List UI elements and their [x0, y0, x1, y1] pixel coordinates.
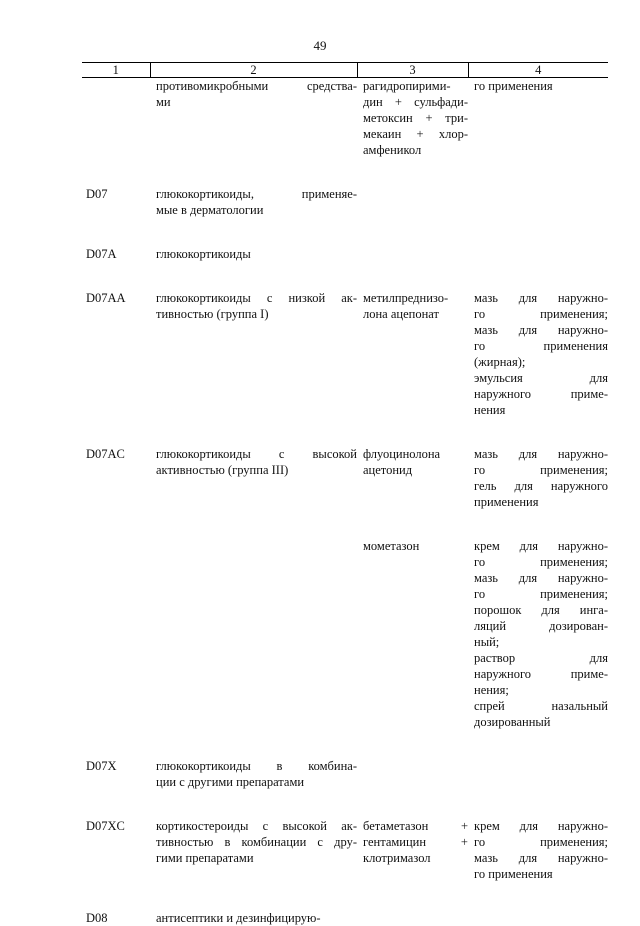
name-line: глюкокортикоиды с высокой: [156, 446, 357, 462]
drug-line: рагидропирими-: [363, 78, 468, 94]
cell-form: [468, 186, 608, 218]
cell-drug: [357, 290, 468, 418]
row-spacer: [82, 158, 608, 186]
form-line: мазь для наружно-: [474, 570, 608, 586]
row-spacer-cell: [82, 790, 608, 818]
form-line: порошок для инга-: [474, 602, 608, 618]
drug-line: ацетонид: [363, 462, 468, 478]
cell-code: D07AC: [82, 446, 150, 510]
cell-drug: [357, 538, 468, 730]
name-line: глюкокортикоиды в комбина-: [156, 758, 357, 774]
cell-form: [468, 78, 608, 159]
name-line: гими препаратами: [156, 850, 357, 866]
form-line: мазь для наружно-: [474, 446, 608, 462]
table-row: [82, 78, 608, 159]
table-row: [82, 246, 608, 262]
form-line: го применения;: [474, 834, 608, 850]
cell-code: [82, 538, 150, 730]
cell-name: [150, 910, 357, 926]
form-line: го применения;: [474, 554, 608, 570]
cell-name: [150, 446, 357, 510]
column-header-2: 2: [150, 63, 357, 78]
table-row: [82, 910, 608, 926]
form-line: го применения;: [474, 462, 608, 478]
name-line: противомикробными средства-: [156, 78, 357, 94]
form-line: крем для наружно-: [474, 818, 608, 834]
cell-code: D07X: [82, 758, 150, 790]
name-line: антисептики и дезинфицирую-: [156, 910, 357, 926]
drug-line: лона ацепонат: [363, 306, 468, 322]
cell-name: [150, 818, 357, 882]
form-line: раствор для: [474, 650, 608, 666]
row-spacer: [82, 790, 608, 818]
cell-form: [468, 246, 608, 262]
form-line: мазь для наружно-: [474, 850, 608, 866]
form-line: го применения;: [474, 306, 608, 322]
cell-drug: [357, 758, 468, 790]
row-spacer-cell: [82, 510, 608, 538]
form-line: нения;: [474, 682, 608, 698]
row-spacer-cell: [82, 158, 608, 186]
form-line: эмульсия для: [474, 370, 608, 386]
row-spacer-cell: [82, 418, 608, 446]
row-spacer: [82, 510, 608, 538]
drug-line: мометазон: [363, 538, 468, 554]
row-spacer-cell: [82, 882, 608, 910]
name-line: кортикостероиды с высокой ак-: [156, 818, 357, 834]
row-spacer: [82, 218, 608, 246]
table-body: [82, 78, 608, 926]
drug-line: флуоцинолона: [363, 446, 468, 462]
name-line: глюкокортикоиды, применяе-: [156, 186, 357, 202]
column-header-1: 1: [82, 63, 150, 78]
form-line: применения: [474, 494, 608, 510]
row-spacer-cell: [82, 218, 608, 246]
cell-drug: [357, 818, 468, 882]
form-line: го применения;: [474, 586, 608, 602]
table-row: [82, 538, 608, 730]
drug-line: клотримазол: [363, 850, 468, 866]
cell-name: [150, 538, 357, 730]
name-line: глюкокортикоиды с низкой ак-: [156, 290, 357, 306]
cell-form: [468, 758, 608, 790]
cell-code: D07AA: [82, 290, 150, 418]
page-number: 49: [0, 38, 640, 54]
cell-drug: [357, 186, 468, 218]
table-row: [82, 758, 608, 790]
cell-code: D07: [82, 186, 150, 218]
name-line: тивностью (группа I): [156, 306, 357, 322]
drug-line: мекаин + хлор-: [363, 126, 468, 142]
cell-name: [150, 290, 357, 418]
form-line: (жирная);: [474, 354, 608, 370]
cell-form: [468, 290, 608, 418]
cell-form: [468, 446, 608, 510]
form-line: спрей назальный: [474, 698, 608, 714]
form-line: ный;: [474, 634, 608, 650]
cell-name: [150, 186, 357, 218]
name-line: активностью (группа III): [156, 462, 357, 478]
name-line: тивностью в комбинации с дру-: [156, 834, 357, 850]
cell-name: [150, 246, 357, 262]
drug-line: метоксин + три-: [363, 110, 468, 126]
column-header-3: 3: [357, 63, 468, 78]
drug-line: метилпреднизо-: [363, 290, 468, 306]
cell-code: D07XC: [82, 818, 150, 882]
cell-drug: [357, 78, 468, 159]
form-line: нения: [474, 402, 608, 418]
row-spacer: [82, 882, 608, 910]
drug-line: амфеникол: [363, 142, 468, 158]
form-line: крем для наружно-: [474, 538, 608, 554]
cell-code: D08: [82, 910, 150, 926]
table-row: [82, 186, 608, 218]
form-line: мазь для наружно-: [474, 322, 608, 338]
form-line: наружного приме-: [474, 386, 608, 402]
cell-form: [468, 538, 608, 730]
form-line: го применения: [474, 866, 608, 882]
table-row: [82, 446, 608, 510]
table-row: [82, 290, 608, 418]
cell-drug: [357, 910, 468, 926]
cell-code: D07A: [82, 246, 150, 262]
row-spacer: [82, 418, 608, 446]
name-line: ции с другими препаратами: [156, 774, 357, 790]
form-line: наружного приме-: [474, 666, 608, 682]
drug-classification-table: [82, 62, 608, 926]
form-line: гель для наружного: [474, 478, 608, 494]
drug-line: гентамицин +: [363, 834, 468, 850]
form-line: го применения: [474, 338, 608, 354]
cell-form: [468, 910, 608, 926]
name-line: ми: [156, 94, 357, 110]
cell-name: [150, 78, 357, 159]
drug-line: бетаметазон +: [363, 818, 468, 834]
drug-line: дин + сульфади-: [363, 94, 468, 110]
cell-form: [468, 818, 608, 882]
name-line: глюкокортикоиды: [156, 246, 357, 262]
row-spacer: [82, 730, 608, 758]
cell-drug: [357, 446, 468, 510]
column-header-4: 4: [468, 63, 608, 78]
form-line: дозированный: [474, 714, 608, 730]
form-line: мазь для наружно-: [474, 290, 608, 306]
name-line: мые в дерматологии: [156, 202, 357, 218]
table-row: [82, 818, 608, 882]
form-line: ляций дозирован-: [474, 618, 608, 634]
cell-drug: [357, 246, 468, 262]
row-spacer-cell: [82, 730, 608, 758]
row-spacer-cell: [82, 262, 608, 290]
cell-name: [150, 758, 357, 790]
cell-code: [82, 78, 150, 159]
row-spacer: [82, 262, 608, 290]
table-header: [82, 63, 608, 78]
form-line: го применения: [474, 78, 608, 94]
